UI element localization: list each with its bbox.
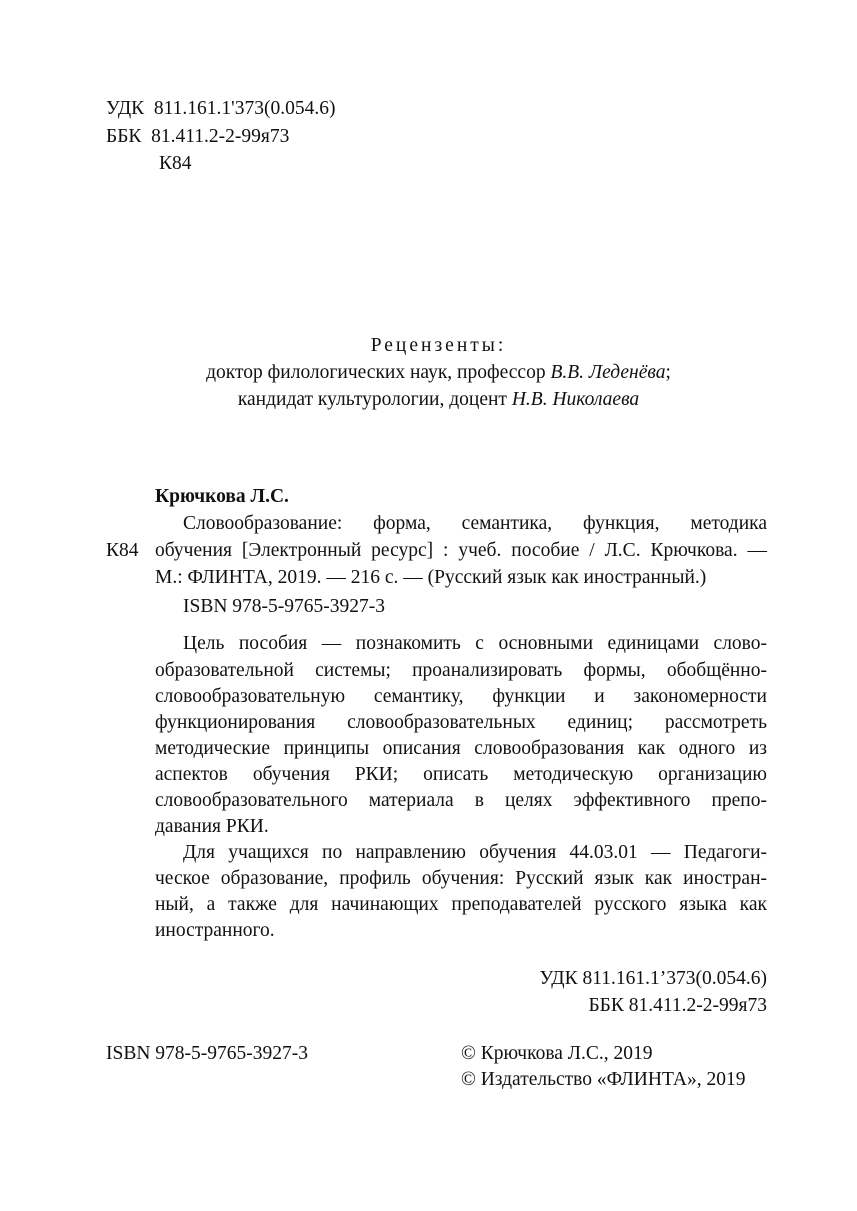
bib-line-1: Словообразование: форма, семантика, функция, методика — [183, 513, 767, 534]
bib-line-3: М.: ФЛИНТА, 2019. — 216 с. — (Русский язык как иностранный.) — [155, 567, 707, 588]
annotation-1-line-2: образовательной системы; проанализировать формы, обобщённо- — [155, 660, 767, 681]
annotation-1-line-8: давания РКИ. — [155, 816, 269, 837]
annotation-1-line-4: функционирования словообразовательных единиц; рассмотреть — [155, 712, 767, 733]
udk-line — [106, 98, 335, 120]
annotation-1-line-6: аспектов обучения РКИ; описать методическую организацию — [155, 764, 767, 785]
annotation-2-line-2: ческое образование, профиль обучения: Русский язык как иностран- — [155, 868, 767, 889]
reviewer-2 — [10, 389, 857, 411]
annotation-2-line-1: Для учащихся по направлению обучения 44.03.01 — Педагоги- — [183, 842, 767, 863]
bib-line-2: обучения [Электронный ресурс] : учеб. пособие / Л.С. Крючкова. — — [155, 540, 767, 561]
annotation-2-line-3: ный, а также для начинающих преподавателей русского языка как — [155, 894, 767, 915]
udk-value: 811.161.1'373(0.054.6) — [153, 98, 336, 119]
author-mark: К84 — [159, 153, 192, 174]
reviewers-heading: Рецензенты: — [370, 335, 507, 356]
annotation-1-line-7: словообразовательного материала в целях эффективного препо- — [155, 790, 767, 811]
copyright-publisher: © Издательство «ФЛИНТА», 2019 — [461, 1069, 746, 1090]
reviewer-2-name: Н.В. Николаева — [511, 389, 640, 410]
footer-isbn: ISBN 978-5-9765-3927-3 — [106, 1043, 309, 1064]
bib-margin-mark: К84 — [106, 540, 139, 561]
bib-author: Крючкова Л.С. — [155, 486, 289, 507]
reviewer-1 — [10, 362, 857, 384]
bbk-line — [106, 126, 289, 148]
footer-bbk: ББК 81.411.2-2-99я73 — [588, 995, 767, 1016]
annotation-1-line-3: словообразовательную семантику, функции и закономерности — [155, 686, 767, 707]
bbk-value: 81.411.2-2-99я73 — [151, 126, 290, 147]
footer-udk: УДК 811.161.1’373(0.054.6) — [539, 968, 767, 989]
reviewer-1-text: доктор филологических наук, профессор — [206, 362, 551, 383]
bib-isbn: ISBN 978-5-9765-3927-3 — [183, 596, 386, 617]
udk-label: УДК — [106, 98, 145, 119]
copyright-author: © Крючкова Л.С., 2019 — [461, 1043, 653, 1064]
bbk-label: ББК — [106, 126, 142, 147]
reviewer-1-end: ; — [665, 362, 671, 383]
annotation-1-line-5: методические принципы описания словообразования как одного из — [155, 738, 767, 759]
annotation-1-line-1: Цель пособия — познакомить с основными единицами слово- — [183, 633, 767, 654]
reviewer-2-text: кандидат культурологии, доцент — [237, 389, 512, 410]
annotation-2-line-4: иностранного. — [155, 920, 275, 941]
reviewer-1-name: В.В. Леденёва — [550, 362, 666, 383]
